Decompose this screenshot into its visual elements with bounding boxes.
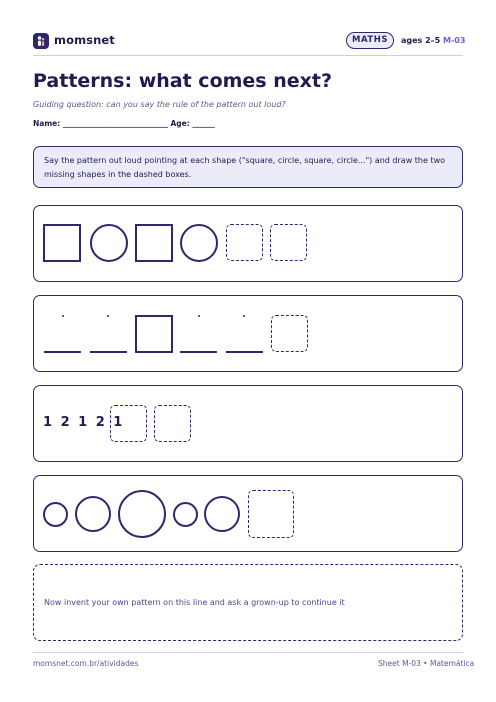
footer-divider (33, 652, 463, 653)
brand-logo-icon (33, 33, 49, 49)
pattern-row-2 (33, 295, 463, 372)
age-range: ages 2–5 (401, 36, 441, 45)
number-sequence: 1 2 1 2 1 (43, 415, 125, 430)
pattern-row-4 (33, 475, 463, 552)
blank-dot (62, 315, 64, 317)
footer-sheet-info: Sheet M-03 • Matemática (378, 659, 475, 668)
instruction-box: Say the pattern out loud pointing at each shape ("square, circle, square, circle...") and draw the two missing shapes in the dashed boxes. (33, 146, 463, 188)
blank-dot (243, 315, 245, 317)
footer-url: momsnet.com.br/atividades (33, 659, 139, 668)
answer-box[interactable] (226, 224, 263, 261)
square-shape (135, 224, 173, 262)
square-shape (43, 224, 81, 262)
large-circle-shape (118, 490, 166, 538)
blank-dot (107, 315, 109, 317)
answer-box[interactable] (270, 224, 307, 261)
sheet-code: M-03 (443, 36, 466, 45)
header-divider (33, 55, 463, 56)
guiding-question: Guiding question: can you say the rule of the pattern out loud? (33, 100, 286, 109)
subject-badge: MATHS (346, 32, 394, 49)
invent-prompt: Now invent your own pattern on this line and ask a grown-up to continue it (44, 598, 345, 607)
blank-line[interactable] (90, 351, 127, 353)
answer-box[interactable] (248, 490, 294, 538)
medium-circle-shape (204, 496, 240, 532)
brand-name: momsnet (54, 33, 115, 47)
blank-dot (198, 315, 200, 317)
answer-box[interactable] (271, 315, 308, 352)
blank-line[interactable] (226, 351, 263, 353)
name-age-field[interactable]: Name: ____________________________ Age: ______ (33, 119, 215, 128)
blank-line[interactable] (180, 351, 217, 353)
medium-circle-shape (75, 496, 111, 532)
answer-box[interactable] (154, 405, 191, 442)
square-shape (135, 315, 173, 353)
blank-line[interactable] (44, 351, 81, 353)
circle-shape (90, 224, 128, 262)
pattern-row-1 (33, 205, 463, 282)
page-title: Patterns: what comes next? (33, 70, 332, 92)
circle-shape (180, 224, 218, 262)
small-circle-shape (43, 502, 68, 527)
small-circle-shape (173, 502, 198, 527)
